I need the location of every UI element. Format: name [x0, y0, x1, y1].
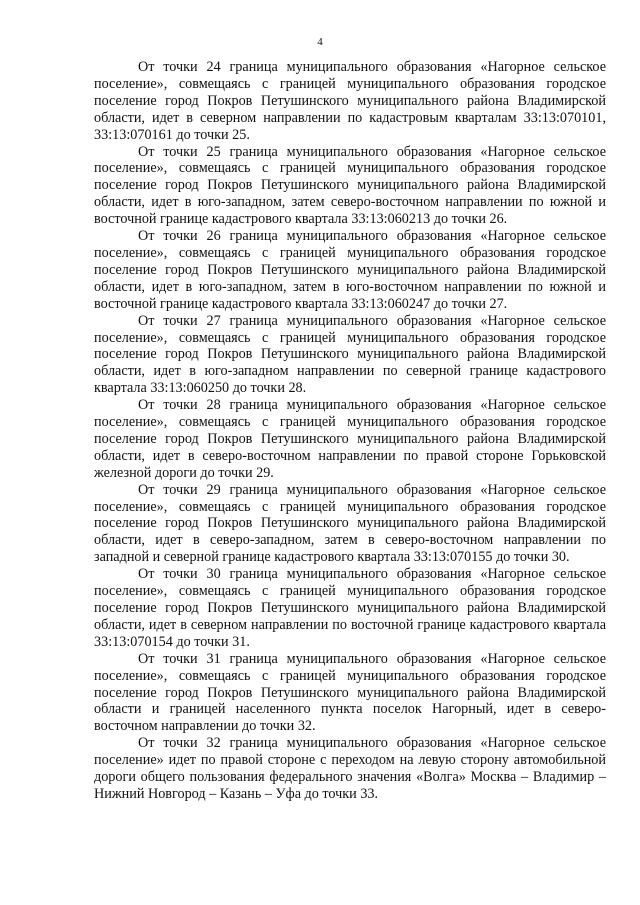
paragraph-point-28: От точки 28 граница муниципального образования «Нагорное сельское поселение», совмещаясь с границей муниципального образования городское поселение город Покров Петушинского муниципального района Владимирской области, идет в северо-восточном направлении по правой стороне Горьковской железной дороги до точки 29. — [94, 397, 606, 481]
paragraph-point-31: От точки 31 граница муниципального образования «Нагорное сельское поселение», совмещаясь с границей муниципального образования городское поселение город Покров Петушинского муниципального района Владимирской области и границей населенного пункта поселок Нагорный, идет в северо-восточном направлении до точки 32. — [94, 650, 606, 735]
document-body — [94, 59, 606, 803]
paragraph-point-30: От точки 30 граница муниципального образования «Нагорное сельское поселение», совмещаясь с границей муниципального образования городское поселение город Покров Петушинского муниципального района Владимирской области, идет в северном направлении по восточной границе кадастрового квартала 33:13:070154 до точки 31. — [94, 566, 606, 650]
paragraph-point-26: От точки 26 граница муниципального образования «Нагорное сельское поселение», совмещаясь с границей муниципального образования городское поселение город Покров Петушинского муниципального района Владимирской области, идет в юго-западном, затем в юго-восточном направлении по южной и восточной границе кадастрового квартала 33:13:060247 до точки 27. — [94, 228, 606, 312]
page-number: 4 — [317, 36, 323, 48]
paragraph-point-32: От точки 32 граница муниципального образования «Нагорное сельское поселение» идет по правой стороне с переходом на левую сторону автомобильной дороги общего пользования федерального значения «Волга» Москва – Владимир – Нижний Новгород – Казань – Уфа до точки 33. — [94, 735, 606, 802]
paragraph-point-29: От точки 29 граница муниципального образования «Нагорное сельское поселение», совмещаясь с границей муниципального образования городское поселение город Покров Петушинского муниципального района Владимирской области, идет в северо-западном, затем в северо-восточном направлении по западной и северной границе кадастрового квартала 33:13:070155 до точки 30. — [94, 481, 606, 566]
paragraph-point-27: От точки 27 граница муниципального образования «Нагорное сельское поселение», совмещаясь с границей муниципального образования городское поселение город Покров Петушинского муниципального района Владимирской области, идет в юго-западном направлении по северной границе кадастрового квартала 33:13:060250 до точки 28. — [94, 312, 606, 397]
paragraph-point-24: От точки 24 граница муниципального образования «Нагорное сельское поселение», совмещаясь с границей муниципального образования городское поселение город Покров Петушинского муниципального района Владимирской области, идет в северном направлении по кадастровым кварталам 33:13:070101, 33:13:070161 до точки 25. — [94, 59, 606, 143]
paragraph-point-25: От точки 25 граница муниципального образования «Нагорное сельское поселение», совмещаясь с границей муниципального образования городское поселение город Покров Петушинского муниципального района Владимирской области, идет в юго-западном, затем северо-восточном направлении по южной и восточной границе кадастрового квартала 33:13:060213 до точки 26. — [94, 143, 606, 228]
